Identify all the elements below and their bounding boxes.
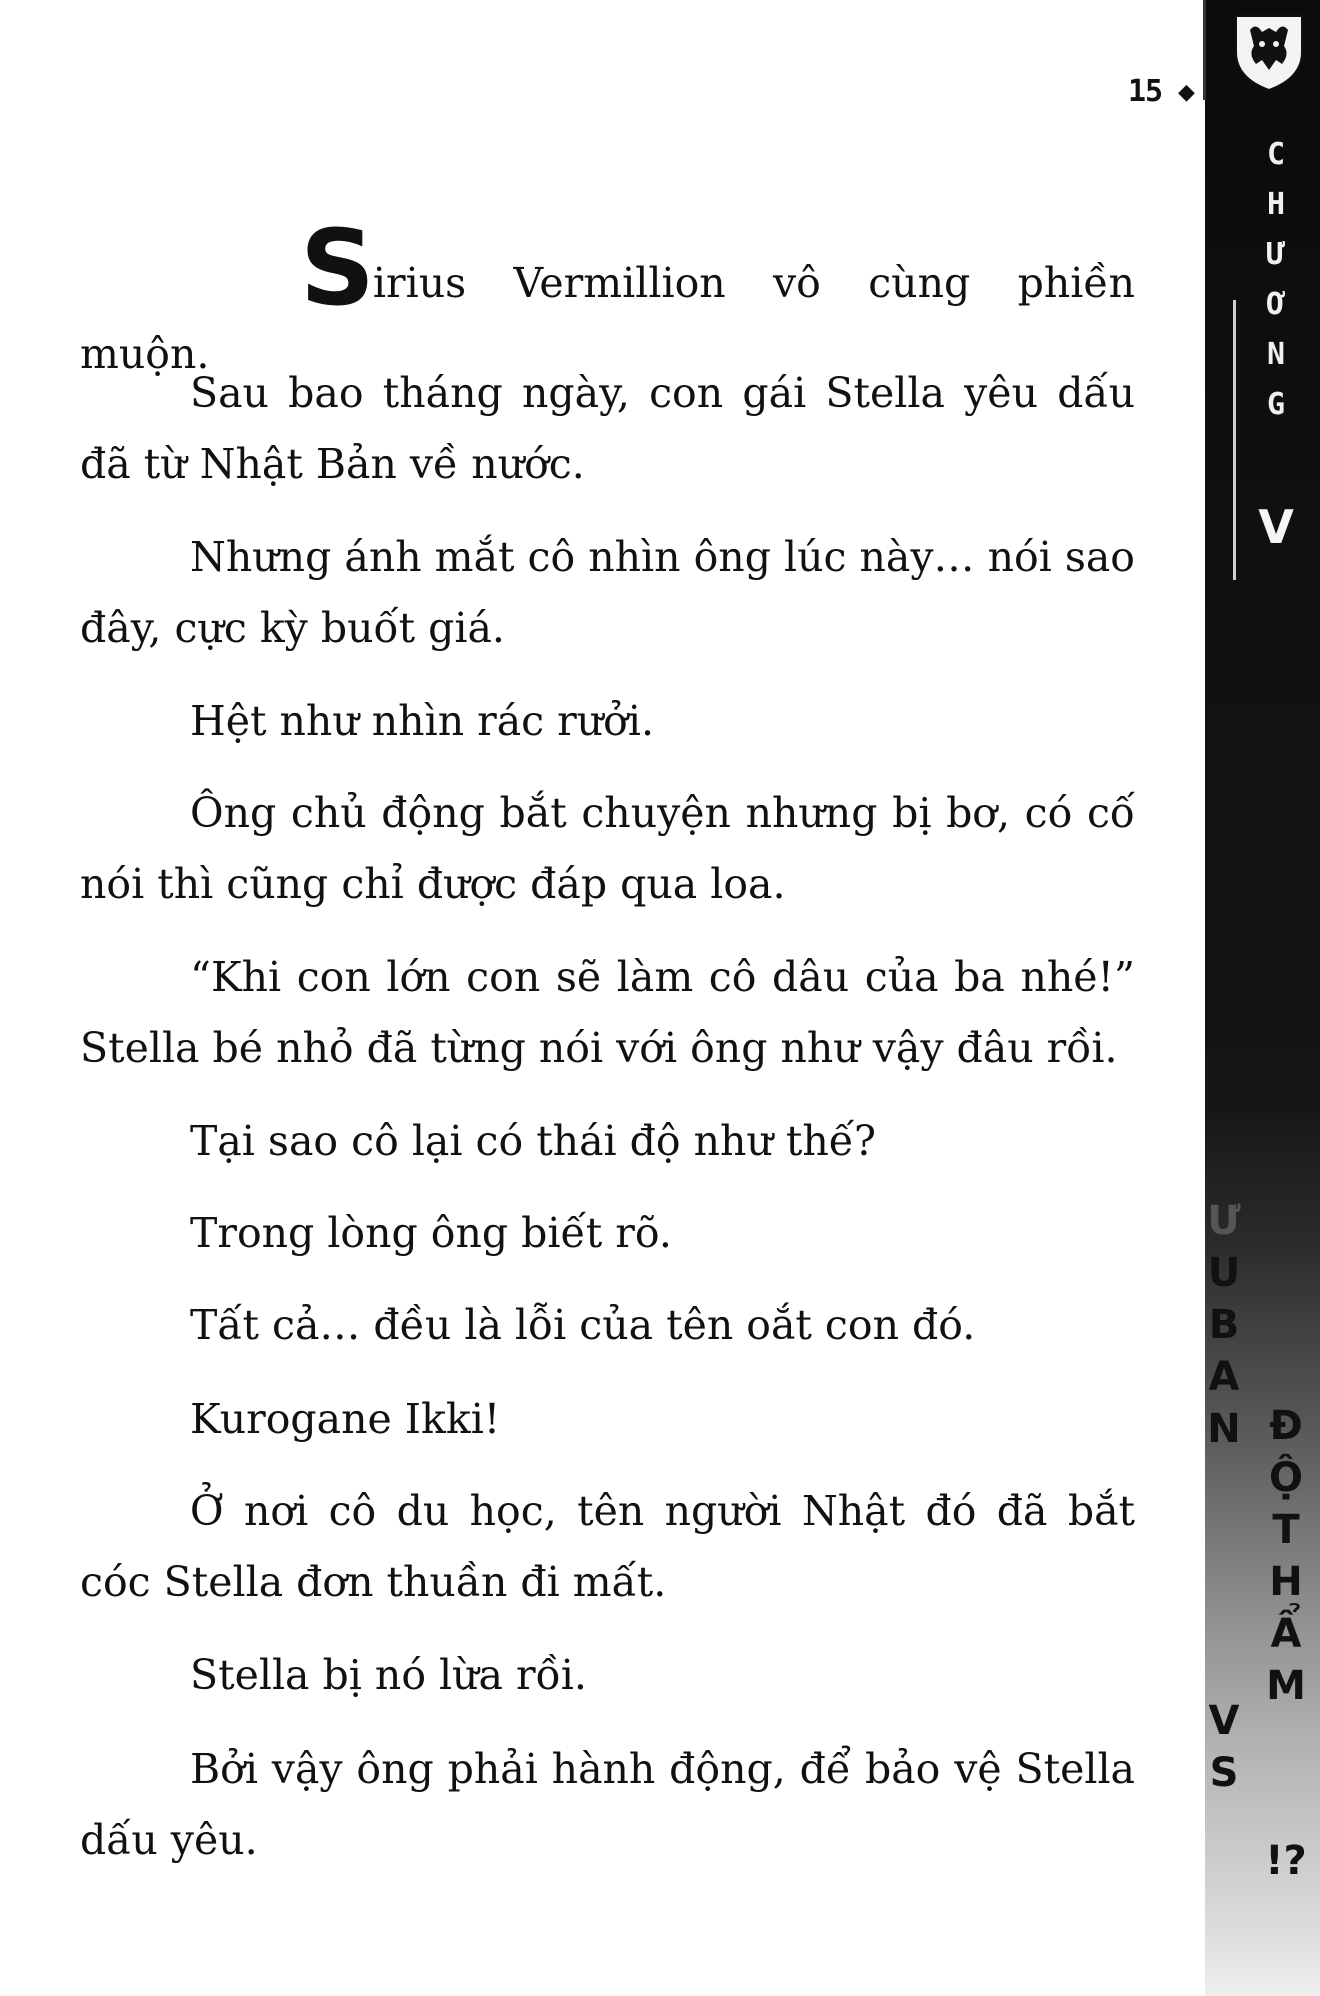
chapter-number: V [1258, 500, 1294, 554]
book-title-column-3 [1204, 1695, 1244, 1799]
book-title-end [1266, 1835, 1306, 1887]
title-letter: Ẩ [1270, 1611, 1302, 1657]
paragraph-4: Hệt như nhìn rác rưởi. [190, 697, 655, 745]
title-letter: V [1208, 1698, 1240, 1744]
demon-shield-icon [1232, 12, 1306, 92]
chapter-letter: N [1266, 337, 1286, 372]
paragraph-10: Kurogane Ikki! [190, 1395, 501, 1443]
paragraph-3: Nhưng ánh mắt cô nhìn ông lúc này… nói sao đây, cực kỳ buốt giá. [80, 533, 1135, 652]
paragraph-1-text: irius Vermillion vô cùng phiền muộn. [80, 259, 1135, 378]
title-letter: U [1207, 1250, 1241, 1296]
paragraph-6: “Khi con lớn con sẽ làm cô dâu của ba nhé!” Stella bé nhỏ đã từng nói với ông như vậy đâu rồi. [80, 953, 1135, 1072]
chapter-letter: C [1266, 137, 1286, 172]
title-letter: S [1209, 1750, 1239, 1796]
paragraph-12: Stella bị nó lừa rồi. [190, 1651, 587, 1699]
chapter-label [1256, 130, 1296, 430]
paragraph-9: Tất cả… đều là lỗi của tên oắt con đó. [190, 1301, 976, 1349]
title-letter: T [1272, 1507, 1300, 1553]
title-letter: Ư [1207, 1198, 1241, 1244]
chapter-letter: H [1266, 187, 1286, 222]
title-letter: Ộ [1268, 1455, 1303, 1501]
book-title-column-1 [1204, 1195, 1244, 1455]
title-letter: B [1208, 1302, 1240, 1348]
diamond-icon: ◆ [1178, 80, 1195, 105]
title-letter: N [1207, 1406, 1241, 1452]
paragraph-13: Bởi vậy ông phải hành động, để bảo vệ Stella dấu yêu. [80, 1745, 1135, 1864]
paragraph-11: Ở nơi cô du học, tên người Nhật đó đã bắt cóc Stella đơn thuần đi mất. [80, 1487, 1135, 1606]
title-letter: M [1266, 1663, 1306, 1709]
chapter-letter: Ư [1266, 237, 1286, 272]
chapter-letter: G [1266, 387, 1286, 422]
title-punctuation: !? [1265, 1838, 1307, 1884]
dropcap: S [300, 207, 371, 329]
chapter-letter: Ơ [1266, 287, 1286, 322]
title-letter: H [1269, 1559, 1303, 1605]
paragraph-5: Ông chủ động bắt chuyện nhưng bị bơ, có cố nói thì cũng chỉ được đáp qua loa. [80, 789, 1135, 908]
paragraph-2: Sau bao tháng ngày, con gái Stella yêu dấu đã từ Nhật Bản về nước. [80, 369, 1135, 488]
sidebar-rule [1203, 0, 1206, 100]
paragraph-7: Tại sao cô lại có thái độ như thế? [190, 1117, 876, 1165]
title-letter: Đ [1269, 1403, 1303, 1449]
paragraph-8: Trong lòng ông biết rõ. [190, 1209, 672, 1257]
chapter-divider [1233, 300, 1236, 580]
book-title-column-2 [1266, 1400, 1306, 1712]
title-letter: A [1208, 1354, 1240, 1400]
page-number: 15 [1128, 74, 1163, 109]
